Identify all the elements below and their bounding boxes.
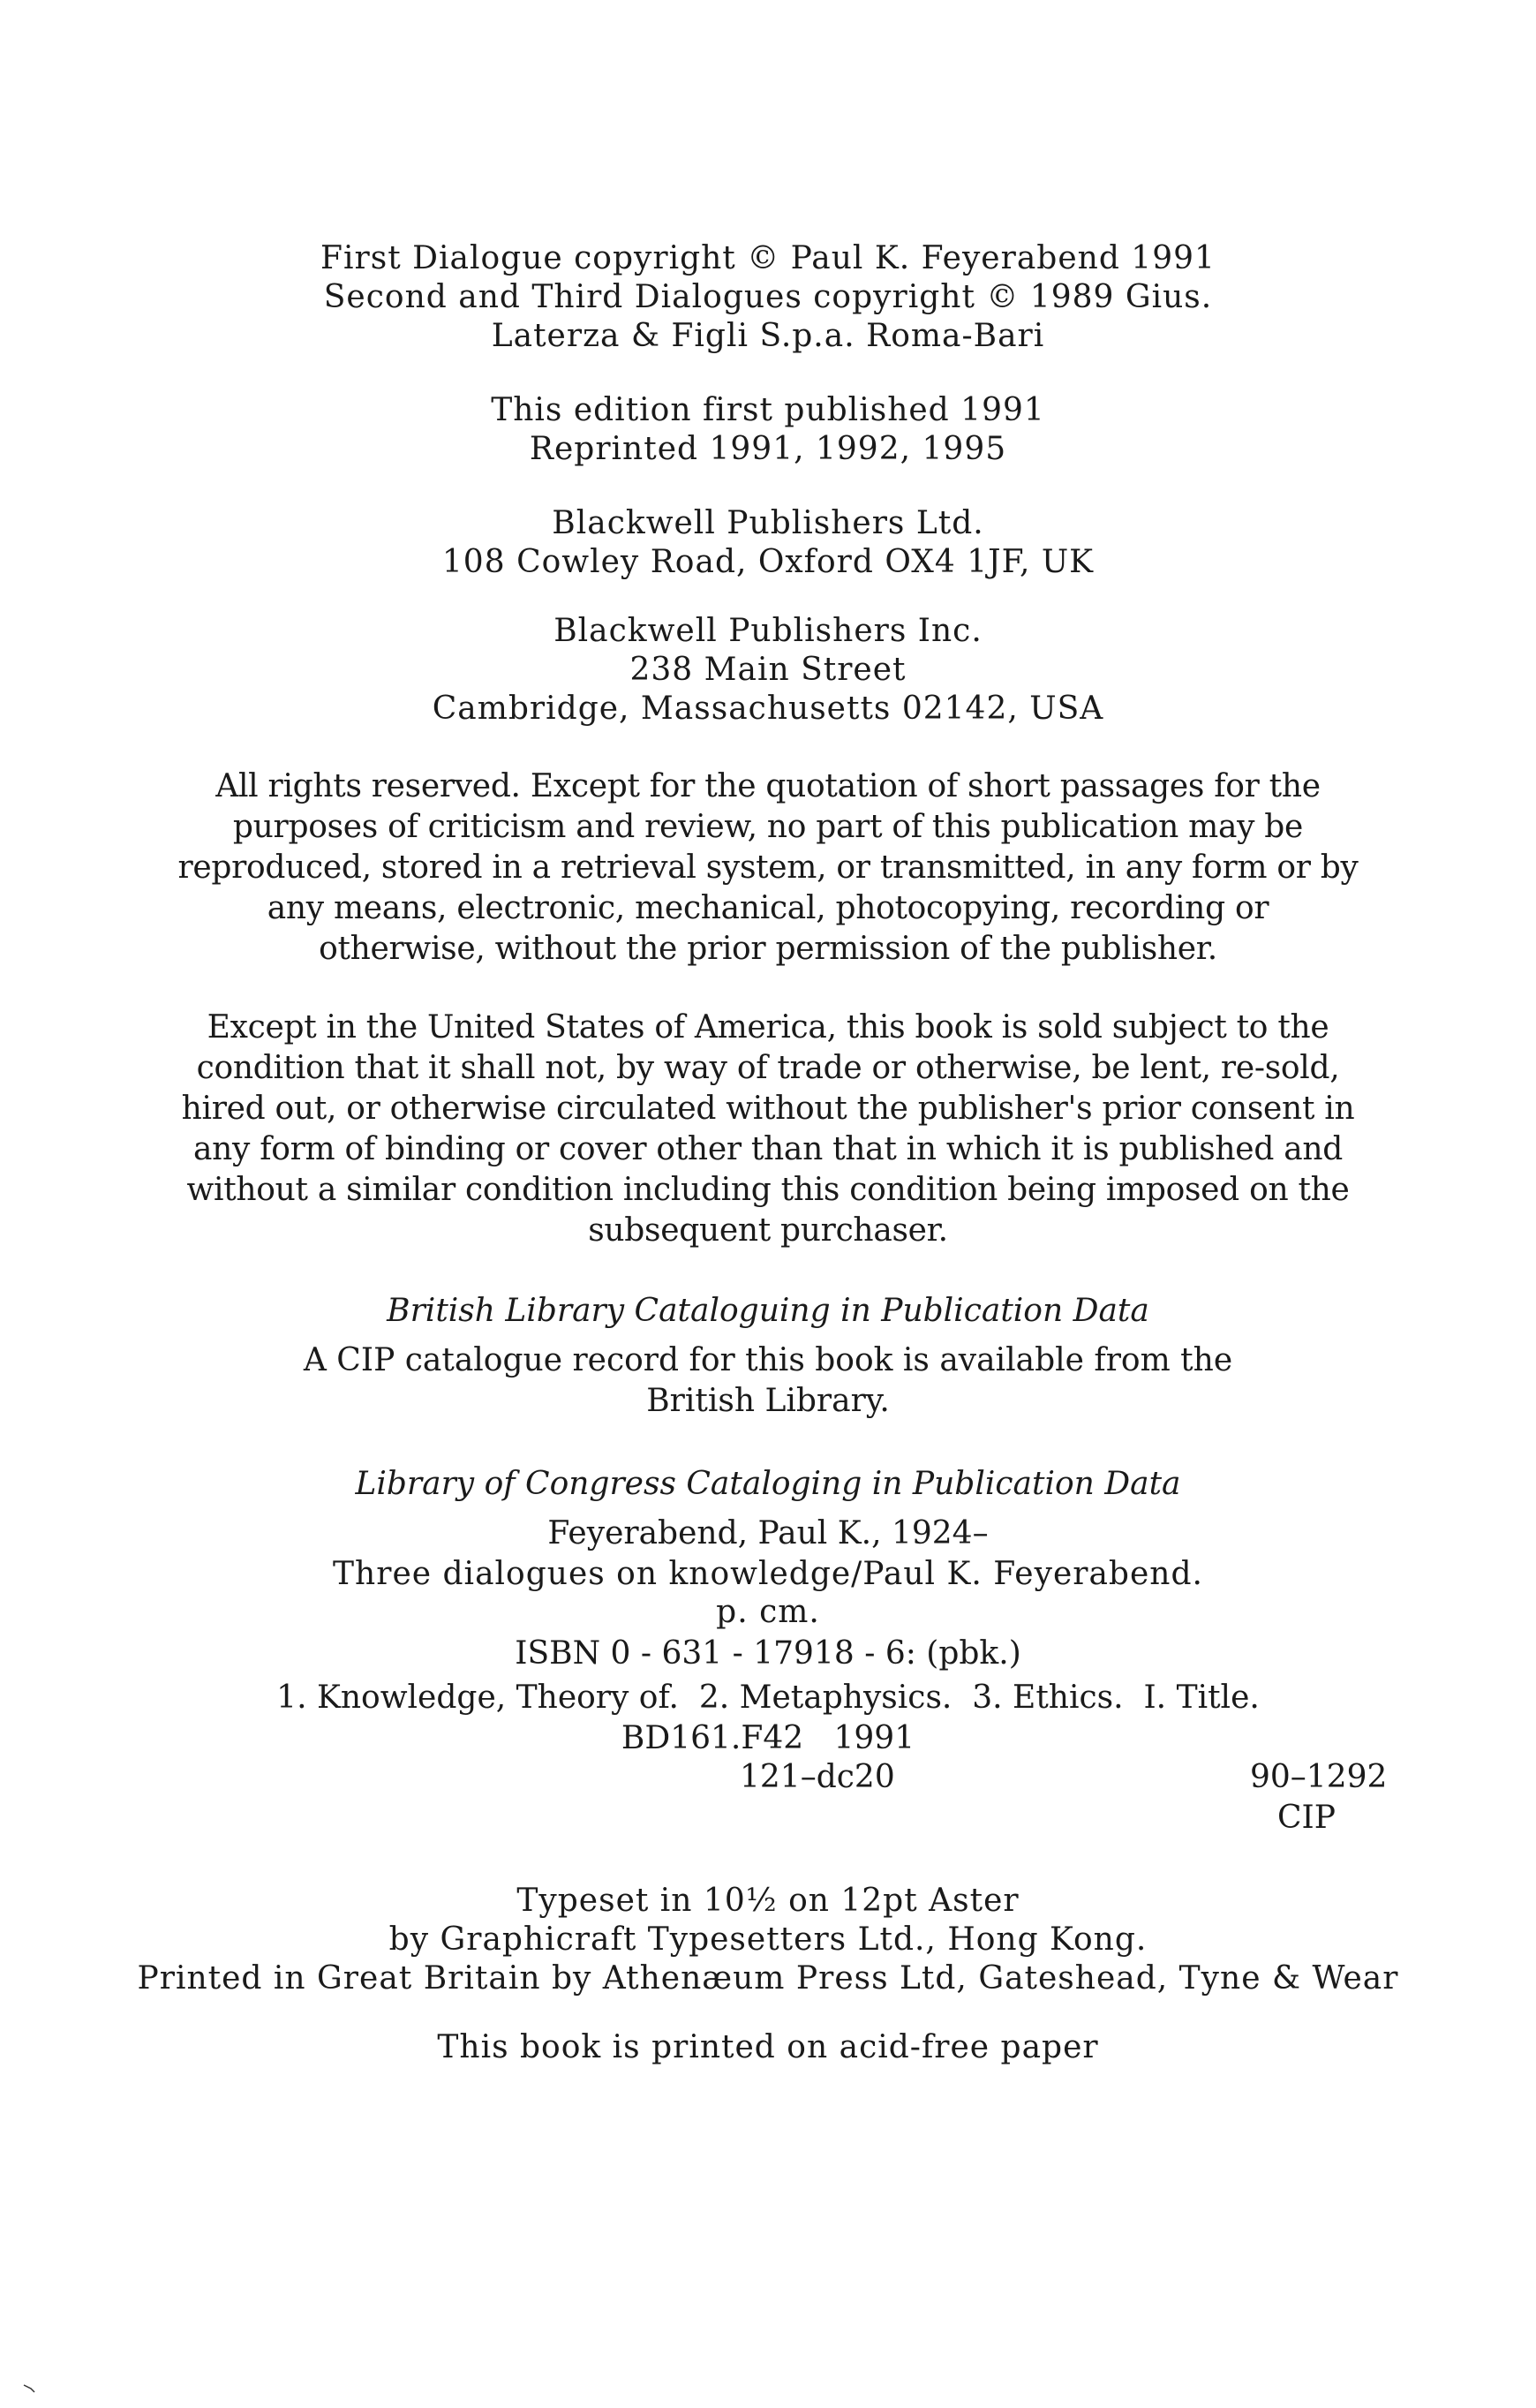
rights-line: All rights reserved. Except for the quotation of short passages for the [215,768,1321,804]
loc-isbn: ISBN 0 - 631 - 17918 - 6: (pbk.) [515,1635,1021,1672]
publisher-us-line: 238 Main Street [629,652,907,688]
loc-title: Three dialogues on knowledge/Paul K. Feyerabend. [333,1556,1203,1592]
edition-line: This edition first published 1991 [491,392,1045,428]
loc-subjects: 1. Knowledge, Theory of. 2. Metaphysics. 3. Ethics. I. Title. [276,1680,1260,1716]
conditions-paragraph [0,1008,1536,1251]
rights-line: reproduced, stored in a retrieval system, or transmitted, in any form or by [177,849,1359,886]
loc-heading: Library of Congress Cataloging in Publication Data [355,1466,1181,1502]
publisher-uk-line: 108 Cowley Road, Oxford OX4 1JF, UK [441,544,1095,580]
copyright-block [0,239,1536,356]
edition-line: Reprinted 1991, 1992, 1995 [529,431,1007,467]
publisher-us-block [0,612,1536,728]
british-library-heading: British Library Cataloguing in Publication Data [387,1293,1149,1329]
conditions-line: subsequent purchaser. [588,1212,948,1249]
conditions-line: condition that it shall not, by way of trade or otherwise, be lent, re-sold, [196,1050,1340,1086]
printing-line: by Graphicraft Typesetters Ltd., Hong Kong. [388,1921,1148,1958]
printing-block [0,1882,1536,1998]
rights-line: any means, electronic, mechanical, photocopying, recording or [267,890,1269,926]
copyright-line: First Dialogue copyright © Paul K. Feyerabend 1991 [320,240,1216,276]
conditions-line: hired out, or otherwise circulated without the publisher's prior consent in [181,1091,1355,1127]
scan-mark-icon [23,2384,35,2393]
loc-cip: CIP [1277,1800,1336,1836]
loc-dewey: 121–dc20 [740,1759,895,1795]
publisher-us-line: Blackwell Publishers Inc. [553,613,983,649]
publisher-us-line: Cambridge, Massachusetts 02142, USA [432,691,1104,727]
rights-paragraph [0,766,1536,970]
printing-line: Printed in Great Britain by Athenæum Press Ltd, Gateshead, Tyne & Wear [137,1960,1399,1997]
copyright-line: Second and Third Dialogues copyright © 1989 Gius. [323,279,1213,315]
british-library-line: A CIP catalogue record for this book is available from the [303,1342,1233,1378]
british-library-line: British Library. [646,1383,890,1419]
conditions-line: without a similar condition including this condition being imposed on the [186,1172,1350,1208]
rights-line: otherwise, without the prior permission of the publisher. [319,931,1217,967]
publisher-uk-line: Blackwell Publishers Ltd. [552,505,984,541]
publisher-uk-block [0,504,1536,582]
loc-lccn: 90–1292 [1250,1759,1388,1795]
british-library-block [0,1291,1536,1422]
loc-block [0,1464,1536,1759]
conditions-line: Except in the United States of America, this book is sold subject to the [207,1009,1329,1045]
conditions-line: any form of binding or cover other than that in which it is published and [193,1131,1343,1167]
rights-line: purposes of criticism and review, no part of this publication may be [232,809,1304,845]
loc-author: Feyerabend, Paul K., 1924– [547,1515,989,1551]
copyright-line: Laterza & Figli S.p.a. Roma-Bari [491,318,1045,354]
loc-pcm: p. cm. [716,1594,820,1630]
edition-block [0,391,1536,469]
printing-line: Typeset in 10½ on 12pt Aster [516,1883,1020,1919]
loc-call-number: BD161.F42 1991 [621,1720,915,1756]
paper-note: This book is printed on acid-free paper [437,2029,1099,2065]
